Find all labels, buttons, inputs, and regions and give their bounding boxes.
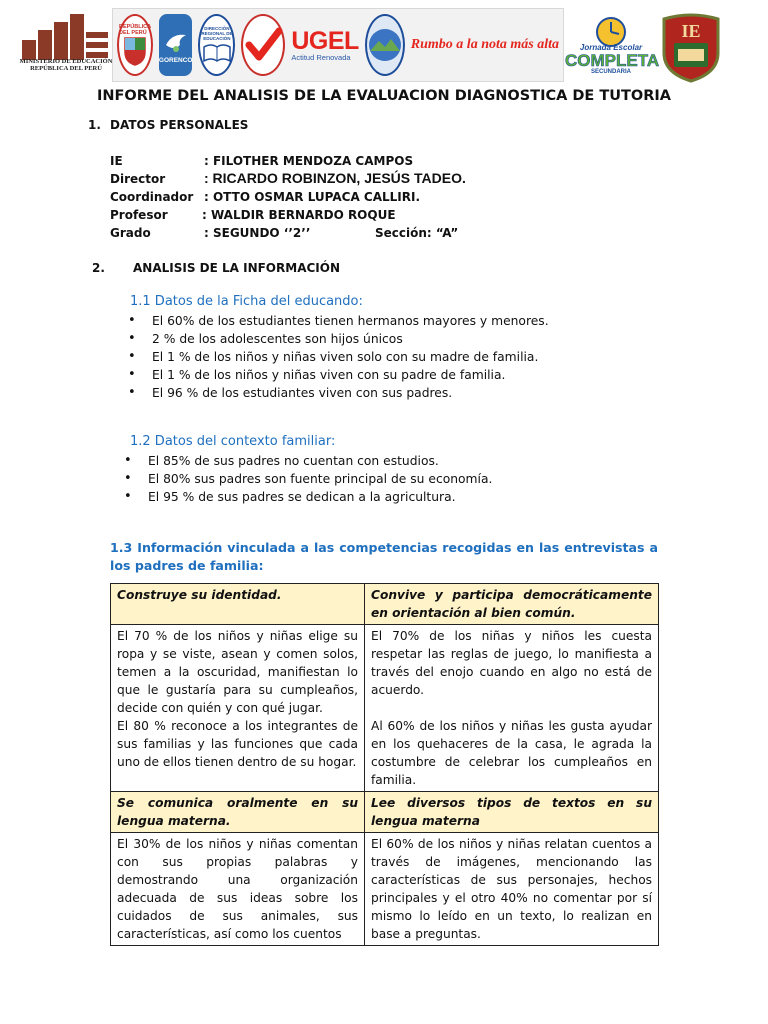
dove-icon <box>162 27 190 57</box>
cell-comunica-oralmente: El 30% de los niños y niñas comentan con sus propias palabras y demostrando una organización adecuada de sus ideas sobre los cuidados de sus animales, sus características, así como los cuentos <box>111 833 365 946</box>
institutional-banner <box>112 8 564 82</box>
list-item: • El 1 % de los niños y niñas viven con su padre de familia. <box>128 366 648 384</box>
list-item: • 2 % de los adolescentes son hijos únicos <box>128 330 648 348</box>
ugel-title: UGEL <box>291 26 359 55</box>
grado-label: Grado <box>110 226 151 240</box>
slogan: Rumbo a la nota más alta <box>410 37 559 52</box>
list-item: • El 60% de los estudiantes tienen hermanos mayores y menores. <box>128 312 648 330</box>
section2-number: 2. <box>92 261 105 275</box>
minedu-logo <box>18 12 113 84</box>
minedu-caption: MINISTERIO DE EDUCACIÓN REPÚBLICA DEL PERÚ <box>19 58 113 72</box>
ie-value: : FILOTHER MENDOZA CAMPOS <box>204 154 414 168</box>
cell-paragraph: El 70% de los niñas y niños les cuesta respetar las reglas de juego, lo manifiesta a través del enojo cuando en algo no está de acuerdo. <box>371 629 652 697</box>
ugel-subtitle: Actitud Renovada <box>291 52 351 62</box>
cell-construye-identidad <box>111 625 365 792</box>
table-row <box>111 625 659 792</box>
cell-paragraph: Al 60% de los niños y niñas les gusta ayudar en los quehaceres de la casa, le agrada la costumbre de celebrar los cumpleaños en familia. <box>371 719 652 787</box>
table-row <box>111 833 659 946</box>
grado-value: : SEGUNDO ‘’2’’ <box>204 226 311 240</box>
director-label: Director <box>110 172 166 186</box>
jec-line3: SECUNDARIA <box>590 69 631 75</box>
profesor-label: Profesor <box>110 208 168 222</box>
ugel-logo <box>291 26 359 62</box>
gorehco-text: GORENCO <box>158 56 193 64</box>
direccion-regional-logo <box>198 14 235 76</box>
list-item: • El 96 % de los estudiantes viven con sus padres. <box>128 384 648 402</box>
subsection-1-3-title: 1.3 Información vinculada a las competencias recogidas en las entrevistas a los padres de familia: <box>110 540 658 573</box>
document-title: INFORME DEL ANALISIS DE LA EVALUACION DIAGNOSTICA DE TUTORIA <box>96 88 672 104</box>
list-item: • El 95 % de sus padres se dedican a la agricultura. <box>124 488 644 506</box>
list-item: • El 80% sus padres son fuente principal de su economía. <box>124 470 644 488</box>
jec-line2: COMPLETA <box>565 51 660 70</box>
list-item: • El 1 % de los niños y niñas viven solo con su madre de familia. <box>128 348 648 366</box>
peru-seal-text: REPÚBLICA DEL PERÚ <box>119 24 151 36</box>
book-icon <box>202 41 232 65</box>
list-item: • El 85% de sus padres no cuentan con estudios. <box>124 452 644 470</box>
header-lee-textos: Lee diversos tipos de textos en su lengua materna <box>365 792 659 833</box>
ie-label: IE <box>110 154 123 168</box>
director-value: : RICARDO ROBINZON, JESÚS TADEO. <box>204 170 466 186</box>
direccion-text: DIRECCIÓN REGIONAL DE EDUCACIÓN <box>201 25 233 41</box>
seccion-value: Sección: “A” <box>375 226 459 240</box>
checkmark-logo <box>241 14 285 76</box>
header-convive-participa: Convive y participa democráticamente en orientación al bien común. <box>365 584 659 625</box>
minedu-bars-icon <box>18 12 113 60</box>
cell-paragraph: El 80 % reconoce a los integrantes de sus familias y las funciones que cada uno de ellos tienen dentro de su hogar. <box>117 719 358 769</box>
header-comunica-oralmente: Se comunica oralmente en su lengua materna. <box>111 792 365 833</box>
contexto-familiar-list <box>124 452 644 506</box>
landscape-emblem-icon <box>367 27 403 63</box>
coordinador-value: : OTTO OSMAR LUPACA CALLIRI. <box>204 190 421 204</box>
subsection-1-2-title: 1.2 Datos del contexto familiar: <box>130 434 336 449</box>
table-row <box>111 792 659 833</box>
subsection-1-1-title: 1.1 Datos de la Ficha del educando: <box>130 294 363 309</box>
cell-convive-participa <box>365 625 659 792</box>
ficha-educando-list <box>128 312 648 402</box>
section1-number: 1. <box>88 118 101 132</box>
section2-title: ANALISIS DE LA INFORMACIÓN <box>133 261 340 275</box>
cell-lee-textos: El 60% de los niños y niñas relatan cuentos a través de imágenes, mencionando las características de sus personajes, hechos principales y el otro 40% no comentar por sí mismo lo leído en un texto, lo realizan en base a preguntas. <box>365 833 659 946</box>
header-construye-identidad: Construye su identidad. <box>111 584 365 625</box>
peru-seal-logo <box>117 14 153 76</box>
section1-title: DATOS PERSONALES <box>110 118 249 132</box>
table-row <box>111 584 659 625</box>
ie-badge-text: IE <box>681 21 701 41</box>
coordinador-label: Coordinador <box>110 190 194 204</box>
check-icon <box>243 25 283 65</box>
ugel-emblem-logo <box>365 14 405 76</box>
cell-paragraph: El 70 % de los niños y niñas elige su ropa y se viste, asean y comen solos, temen a la oscuridad, manifiestan lo que le gustaría para su cumpleaños, decide con quién y con qué jugar. <box>117 629 358 715</box>
gorehco-logo <box>159 14 193 76</box>
coat-of-arms-icon <box>122 36 148 66</box>
competencias-table <box>110 583 659 946</box>
ie-shield-logo <box>660 13 722 83</box>
jornada-escolar-completa-logo <box>565 12 660 82</box>
jec-line1: Jornada Escolar <box>579 43 643 52</box>
profesor-value: : WALDIR BERNARDO ROQUE <box>202 208 396 222</box>
